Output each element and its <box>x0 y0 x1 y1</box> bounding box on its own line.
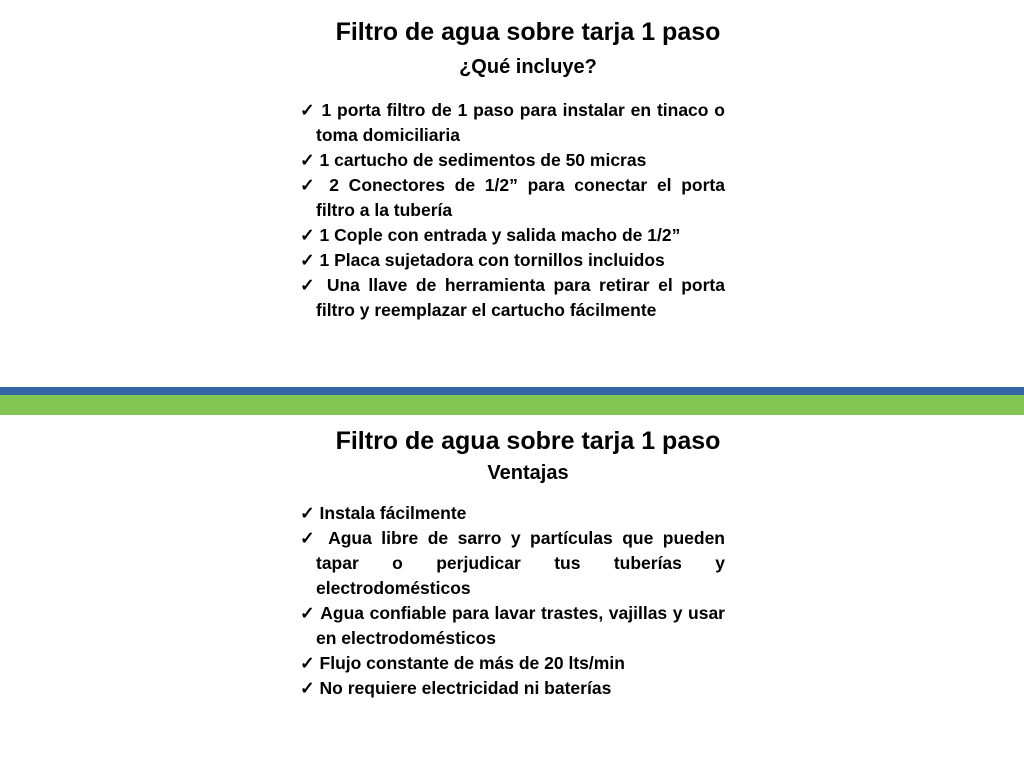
list-item: ✓ Agua libre de sarro y partículas que pueden tapar o perjudicar tus tuberías y electrodomésticos <box>300 528 725 598</box>
section1-title: Filtro de agua sobre tarja 1 paso <box>335 18 721 46</box>
list-item: ✓ 2 Conectores de 1/2” para conectar el porta filtro a la tubería <box>300 175 725 220</box>
section2-subtitle: Ventajas <box>487 462 569 484</box>
section2-title: Filtro de agua sobre tarja 1 paso <box>335 427 721 455</box>
divider-blue <box>0 387 1024 395</box>
list-item: ✓ 1 Placa sujetadora con tornillos incluidos <box>300 250 665 270</box>
list-item: ✓ Agua confiable para lavar trastes, vajillas y usar en electrodomésticos <box>300 603 725 648</box>
included-list <box>300 98 725 323</box>
list-item: ✓ No requiere electricidad ni baterías <box>300 678 612 698</box>
list-item: ✓ Flujo constante de más de 20 lts/min <box>300 653 625 673</box>
list-item: ✓ 1 Cople con entrada y salida macho de 1/2” <box>300 225 681 245</box>
list-item: ✓ Instala fácilmente <box>300 503 467 523</box>
divider-green <box>0 395 1024 415</box>
list-item: ✓ Una llave de herramienta para retirar el porta filtro y reemplazar el cartucho fácilmente <box>300 275 725 320</box>
advantages-list <box>300 501 725 701</box>
list-item: ✓ 1 porta filtro de 1 paso para instalar en tinaco o toma domiciliaria <box>300 100 725 145</box>
list-item: ✓ 1 cartucho de sedimentos de 50 micras <box>300 150 647 170</box>
section1-subtitle: ¿Qué incluye? <box>459 56 597 78</box>
